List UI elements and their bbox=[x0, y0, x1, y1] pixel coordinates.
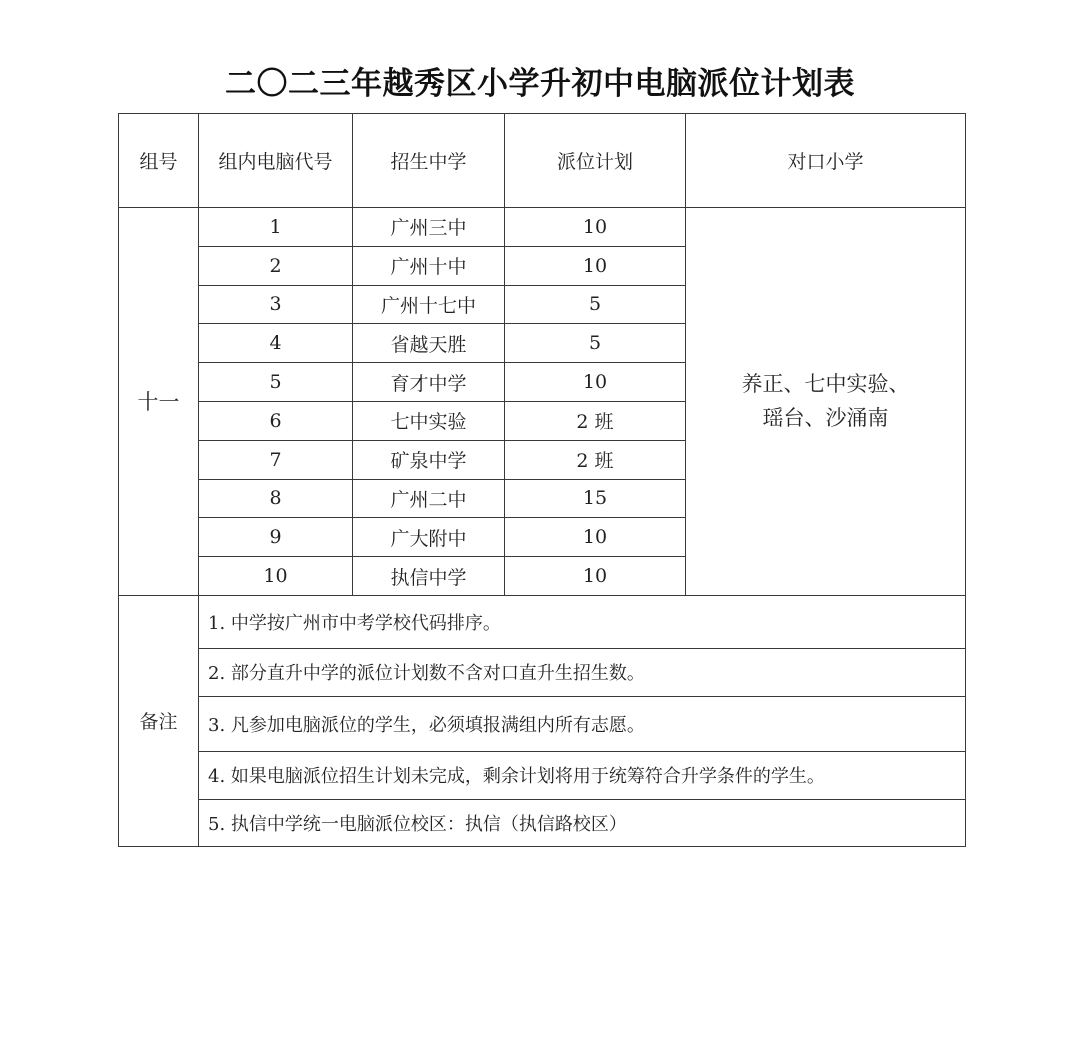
school-name: 矿泉中学 bbox=[353, 440, 505, 479]
computer-code: 5 bbox=[199, 363, 353, 402]
header-row bbox=[119, 114, 966, 208]
school-name: 七中实验 bbox=[353, 401, 505, 440]
note-text: 4. 如果电脑派位招生计划未完成，剩余计划将用于统筹符合升学条件的学生。 bbox=[199, 751, 966, 799]
school-name: 广大附中 bbox=[353, 518, 505, 557]
plan-count: 10 bbox=[505, 557, 686, 596]
plan-count: 10 bbox=[505, 208, 686, 247]
note-text: 5. 执信中学统一电脑派位校区：执信（执信路校区） bbox=[199, 799, 966, 846]
school-name: 执信中学 bbox=[353, 557, 505, 596]
school-name: 广州二中 bbox=[353, 479, 505, 518]
note-row bbox=[119, 799, 966, 846]
note-text: 3. 凡参加电脑派位的学生，必须填报满组内所有志愿。 bbox=[199, 696, 966, 751]
plan-count: 5 bbox=[505, 285, 686, 324]
notes-label: 备注 bbox=[119, 595, 199, 846]
computer-code: 3 bbox=[199, 285, 353, 324]
note-row bbox=[119, 595, 966, 648]
note-text: 2. 部分直升中学的派位计划数不含对口直升生招生数。 bbox=[199, 648, 966, 696]
computer-code: 1 bbox=[199, 208, 353, 247]
note-row bbox=[119, 696, 966, 751]
computer-code: 7 bbox=[199, 440, 353, 479]
primary-schools-line1: 养正、七中实验、 bbox=[741, 372, 910, 397]
header-school: 招生中学 bbox=[353, 114, 505, 208]
table-row bbox=[119, 208, 966, 247]
computer-code: 4 bbox=[199, 324, 353, 363]
computer-code: 10 bbox=[199, 557, 353, 596]
computer-code: 6 bbox=[199, 401, 353, 440]
header-group: 组号 bbox=[119, 114, 199, 208]
school-name: 广州十中 bbox=[353, 246, 505, 285]
school-name: 育才中学 bbox=[353, 363, 505, 402]
plan-count: 15 bbox=[505, 479, 686, 518]
plan-count: 10 bbox=[505, 363, 686, 402]
school-name: 广州三中 bbox=[353, 208, 505, 247]
group-number: 十一 bbox=[119, 208, 199, 596]
header-plan: 派位计划 bbox=[505, 114, 686, 208]
header-code: 组内电脑代号 bbox=[199, 114, 353, 208]
plan-count: 2 班 bbox=[505, 440, 686, 479]
computer-code: 8 bbox=[199, 479, 353, 518]
computer-code: 9 bbox=[199, 518, 353, 557]
plan-count: 5 bbox=[505, 324, 686, 363]
plan-count: 10 bbox=[505, 518, 686, 557]
plan-count: 2 班 bbox=[505, 401, 686, 440]
school-name: 省越天胜 bbox=[353, 324, 505, 363]
plan-count: 10 bbox=[505, 246, 686, 285]
school-name: 广州十七中 bbox=[353, 285, 505, 324]
allocation-table bbox=[118, 113, 966, 847]
header-primary: 对口小学 bbox=[686, 114, 966, 208]
note-text: 1. 中学按广州市中考学校代码排序。 bbox=[199, 595, 966, 648]
page-title: 二〇二三年越秀区小学升初中电脑派位计划表 bbox=[225, 66, 855, 102]
primary-schools bbox=[686, 208, 966, 596]
note-row bbox=[119, 751, 966, 799]
primary-schools-line2: 瑶台、沙涌南 bbox=[762, 406, 889, 431]
computer-code: 2 bbox=[199, 246, 353, 285]
note-row bbox=[119, 648, 966, 696]
